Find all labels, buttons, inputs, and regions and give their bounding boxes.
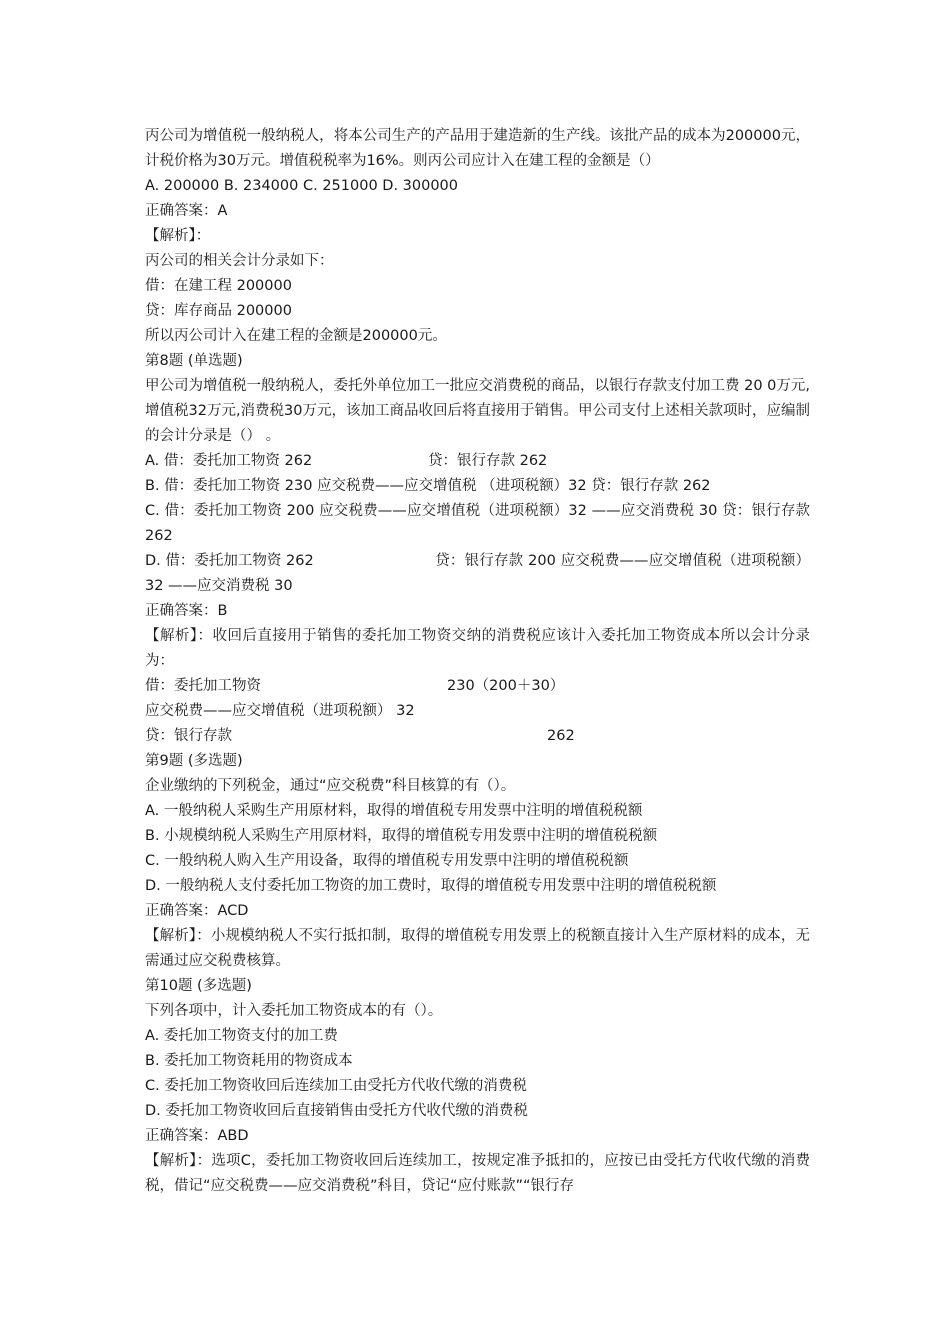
q10-answer: 正确答案：ABD <box>145 1128 249 1144</box>
q9-answer: 正确答案：ACD <box>145 903 249 919</box>
q7-analysis-line: 借：在建工程 200000 <box>145 278 292 294</box>
q7-analysis-line: 所以丙公司计入在建工程的金额是200000元。 <box>145 328 447 344</box>
q9-option: A. 一般纳税人采购生产用原材料，取得的增值税专用发票中注明的增值税税额 <box>145 803 643 819</box>
q10-option: B. 委托加工物资耗用的物资成本 <box>145 1053 353 1069</box>
q8-entry-vat: 应交税费——应交增值税（进项税额） 32 <box>145 703 415 719</box>
q8-entry-credit-value: 262 <box>547 728 575 744</box>
q10-option: A. 委托加工物资支付的加工费 <box>145 1028 338 1044</box>
q7-answer: 正确答案：A <box>145 203 228 219</box>
q8-entry-debit-label: 借：委托加工物资 <box>145 678 261 694</box>
q9-option: D. 一般纳税人支付委托加工物资的加工费时，取得的增值税专用发票中注明的增值税税额 <box>145 878 717 894</box>
q8-answer: 正确答案：B <box>145 603 228 619</box>
q8-option-b: B. 借：委托加工物资 230 应交税费——应交增值税 （进项税额）32 贷：银行存款 262 <box>145 478 711 494</box>
q7-analysis-title: 【解析】： <box>145 228 211 244</box>
q8-option-a-debit: A. 借：委托加工物资 262 <box>145 453 313 469</box>
q9-analysis: 【解析】：小规模纳税人不实行抵扣制，取得的增值税专用发票上的税额直接计入生产原材料的成本，无需通过应交税费核算。 <box>145 928 810 969</box>
q8-stem: 甲公司为增值税一般纳税人，委托外单位加工一批应交消费税的商品，以银行存款支付加工费 20 0万元,增值税32万元,消费税30万元，该加工商品收回后将直接用于销售。甲公司支付上述相关款项时，应编制的会计分录是（） 。 <box>145 378 811 444</box>
q8-entry-credit <box>145 724 810 749</box>
q8-option-a-credit: 贷：银行存款 262 <box>428 453 548 469</box>
q8-entry-credit-label: 贷：银行存款 <box>145 728 232 744</box>
q7-options: A. 200000 B. 234000 C. 251000 D. 300000 <box>145 178 459 194</box>
q8-option-d <box>145 549 810 599</box>
q8-analysis: 【解析】：收回后直接用于销售的委托加工物资交纳的消费税应该计入委托加工物资成本所以会计分录为： <box>145 628 810 669</box>
q8-entry-debit-value: 230（200＋30） <box>447 678 565 694</box>
document-body <box>145 124 810 1199</box>
q7-analysis-line: 贷：库存商品 200000 <box>145 303 292 319</box>
q10-option: D. 委托加工物资收回后直接销售由受托方代收代缴的消费税 <box>145 1103 528 1119</box>
q7-stem: 丙公司为增值税一般纳税人，将本公司生产的产品用于建造新的生产线。该批产品的成本为200000元，计税价格为30万元。增值税税率为16%。则丙公司应计入在建工程的金额是（） <box>145 128 810 169</box>
q8-option-c: C. 借：委托加工物资 200 应交税费——应交增值税（进项税额）32 ——应交消费税 30 贷：银行存款 262 <box>145 503 810 544</box>
q8-entry-debit <box>145 674 810 699</box>
q10-header: 第10题 (多选题) <box>145 978 252 994</box>
q8-option-d-debit: D. 借：委托加工物资 262 <box>145 553 314 569</box>
q9-header: 第9题 (多选题) <box>145 753 243 769</box>
q9-option: C. 一般纳税人购入生产用设备，取得的增值税专用发票中注明的增值税税额 <box>145 853 629 869</box>
q10-stem: 下列各项中，计入委托加工物资成本的有（）。 <box>145 1003 443 1019</box>
q9-option: B. 小规模纳税人采购生产用原材料，取得的增值税专用发票中注明的增值税税额 <box>145 828 658 844</box>
q10-option: C. 委托加工物资收回后连续加工由受托方代收代缴的消费税 <box>145 1078 527 1094</box>
q9-stem: 企业缴纳的下列税金，通过“应交税费”科目核算的有（）。 <box>145 778 516 794</box>
q8-option-a <box>145 449 810 474</box>
q8-option-d-credit: 贷：银行存款 200 应交税费——应交增值税（进项税额）32 ——应交消费税 30 <box>145 553 810 594</box>
q7-analysis-line: 丙公司的相关会计分录如下： <box>145 253 334 269</box>
q10-analysis: 【解析】：选项C，委托加工物资收回后连续加工，按规定准予抵扣的，应按已由受托方代收代缴的消费税，借记“应交税费——应交消费税”科目，贷记“应付账款”“银行存 <box>145 1153 810 1194</box>
q8-header: 第8题 (单选题) <box>145 353 243 369</box>
